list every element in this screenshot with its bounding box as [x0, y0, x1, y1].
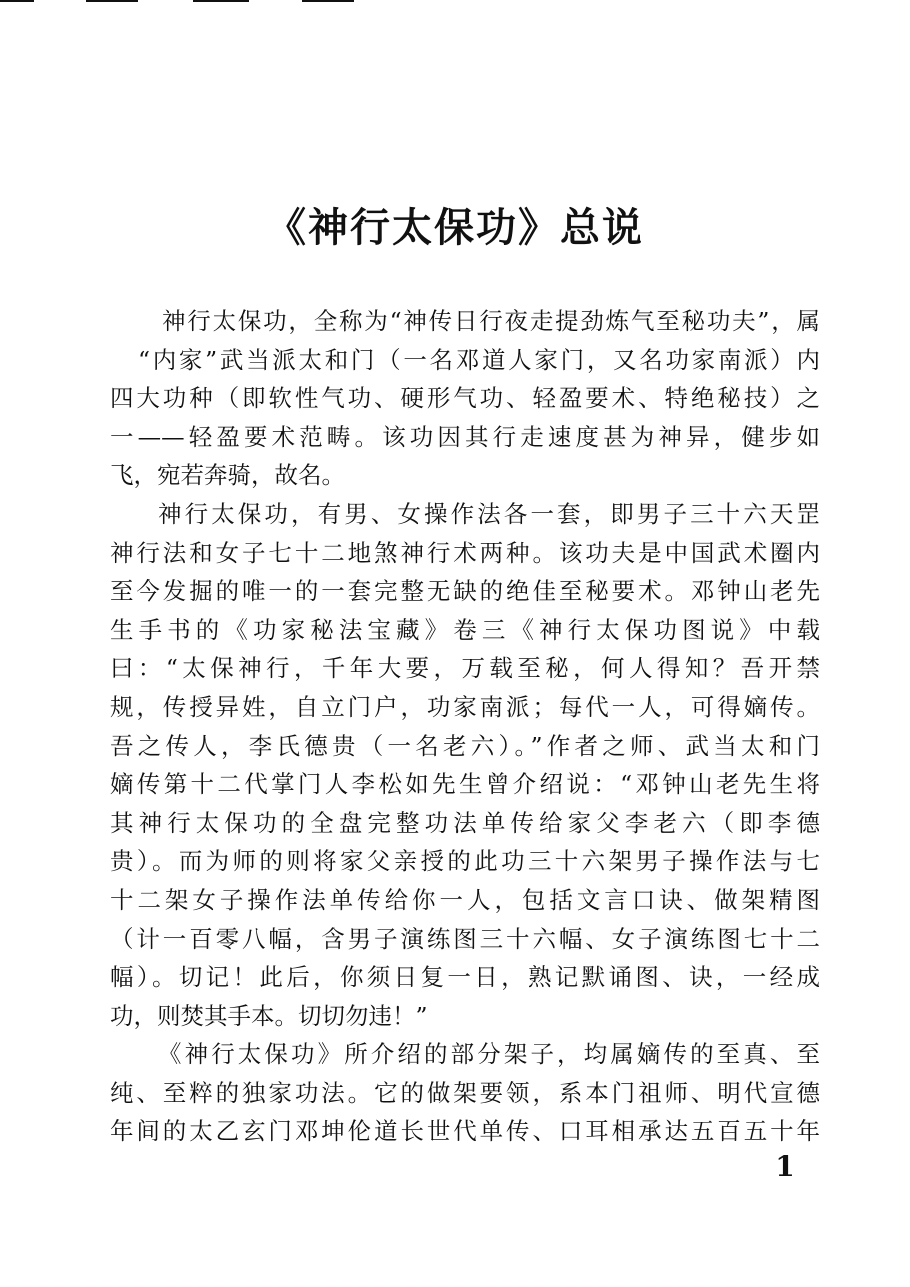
text-line: 贵）。而为师的则将家父亲授的此功三十六架男子操作法与七	[110, 847, 820, 876]
top-rule	[86, 0, 138, 2]
top-rule	[193, 0, 249, 2]
text-line: 规，传授异姓，自立门户，功家南派；每代一人，可得嫡传。	[110, 692, 820, 721]
text-line: 神行法和女子七十二地煞神行术两种。该功夫是中国武术圈内	[110, 538, 820, 567]
text-line: 《神行太保功》所介绍的部分架子，均属嫡传的至真、至	[158, 1040, 820, 1069]
text-line: 其神行太保功的全盘完整功法单传给家父李老六（即李德	[110, 808, 820, 837]
text-line: 飞，宛若奔骑，故名。	[110, 461, 345, 490]
top-rule	[0, 0, 34, 2]
text-line: 四大功种（即软性气功、硬形气功、轻盈要术、特绝秘技）之	[110, 384, 820, 413]
text-line: 年间的太乙玄门邓坤伦道长世代单传、口耳相承达五百五十年	[110, 1117, 820, 1146]
text-line: （计一百零八幅，含男子演练图三十六幅、女子演练图七十二	[110, 924, 820, 953]
text-line: 一——轻盈要术范畴。该功因其行走速度甚为神异，健步如	[110, 422, 820, 451]
text-line: 十二架女子操作法单传给你一人，包括文言口诀、做架精图	[110, 885, 820, 914]
text-line: “内家”武当派太和门（一名邓道人家门，又名功家南派）内	[138, 345, 820, 374]
text-line: 神行太保功，全称为“神传日行夜走提劲炼气至秘功夫”，属	[162, 307, 820, 335]
text-line: 嫡传第十二代掌门人李松如先生曾介绍说：“邓钟山老先生将	[110, 770, 820, 799]
page-title: 《神行太保功》总说	[266, 205, 644, 251]
top-rule	[302, 0, 354, 2]
body-text	[110, 302, 820, 1151]
text-line: 神行太保功，有男、女操作法各一套，即男子三十六天罡	[158, 499, 820, 528]
text-line: 曰：“太保神行，千年大要，万载至秘，何人得知？吾开禁	[110, 654, 820, 683]
text-line: 纯、至粹的独家功法。它的做架要领，系本门祖师、明代宣德	[110, 1078, 820, 1107]
page-number: 1	[775, 1150, 795, 1183]
text-line: 至今发掘的唯一的一套完整无缺的绝佳至秘要术。邓钟山老先	[110, 577, 820, 606]
text-line: 生手书的《功家秘法宝藏》卷三《神行太保功图说》中载	[110, 615, 820, 644]
text-line: 吾之传人，李氏德贵（一名老六）。”作者之师、武当太和门	[110, 731, 820, 760]
text-line: 幅）。切记！此后，你须日复一日，熟记默诵图、诀，一经成	[110, 963, 820, 992]
text-line: 功，则焚其手本。切切勿违！”	[110, 1001, 428, 1030]
